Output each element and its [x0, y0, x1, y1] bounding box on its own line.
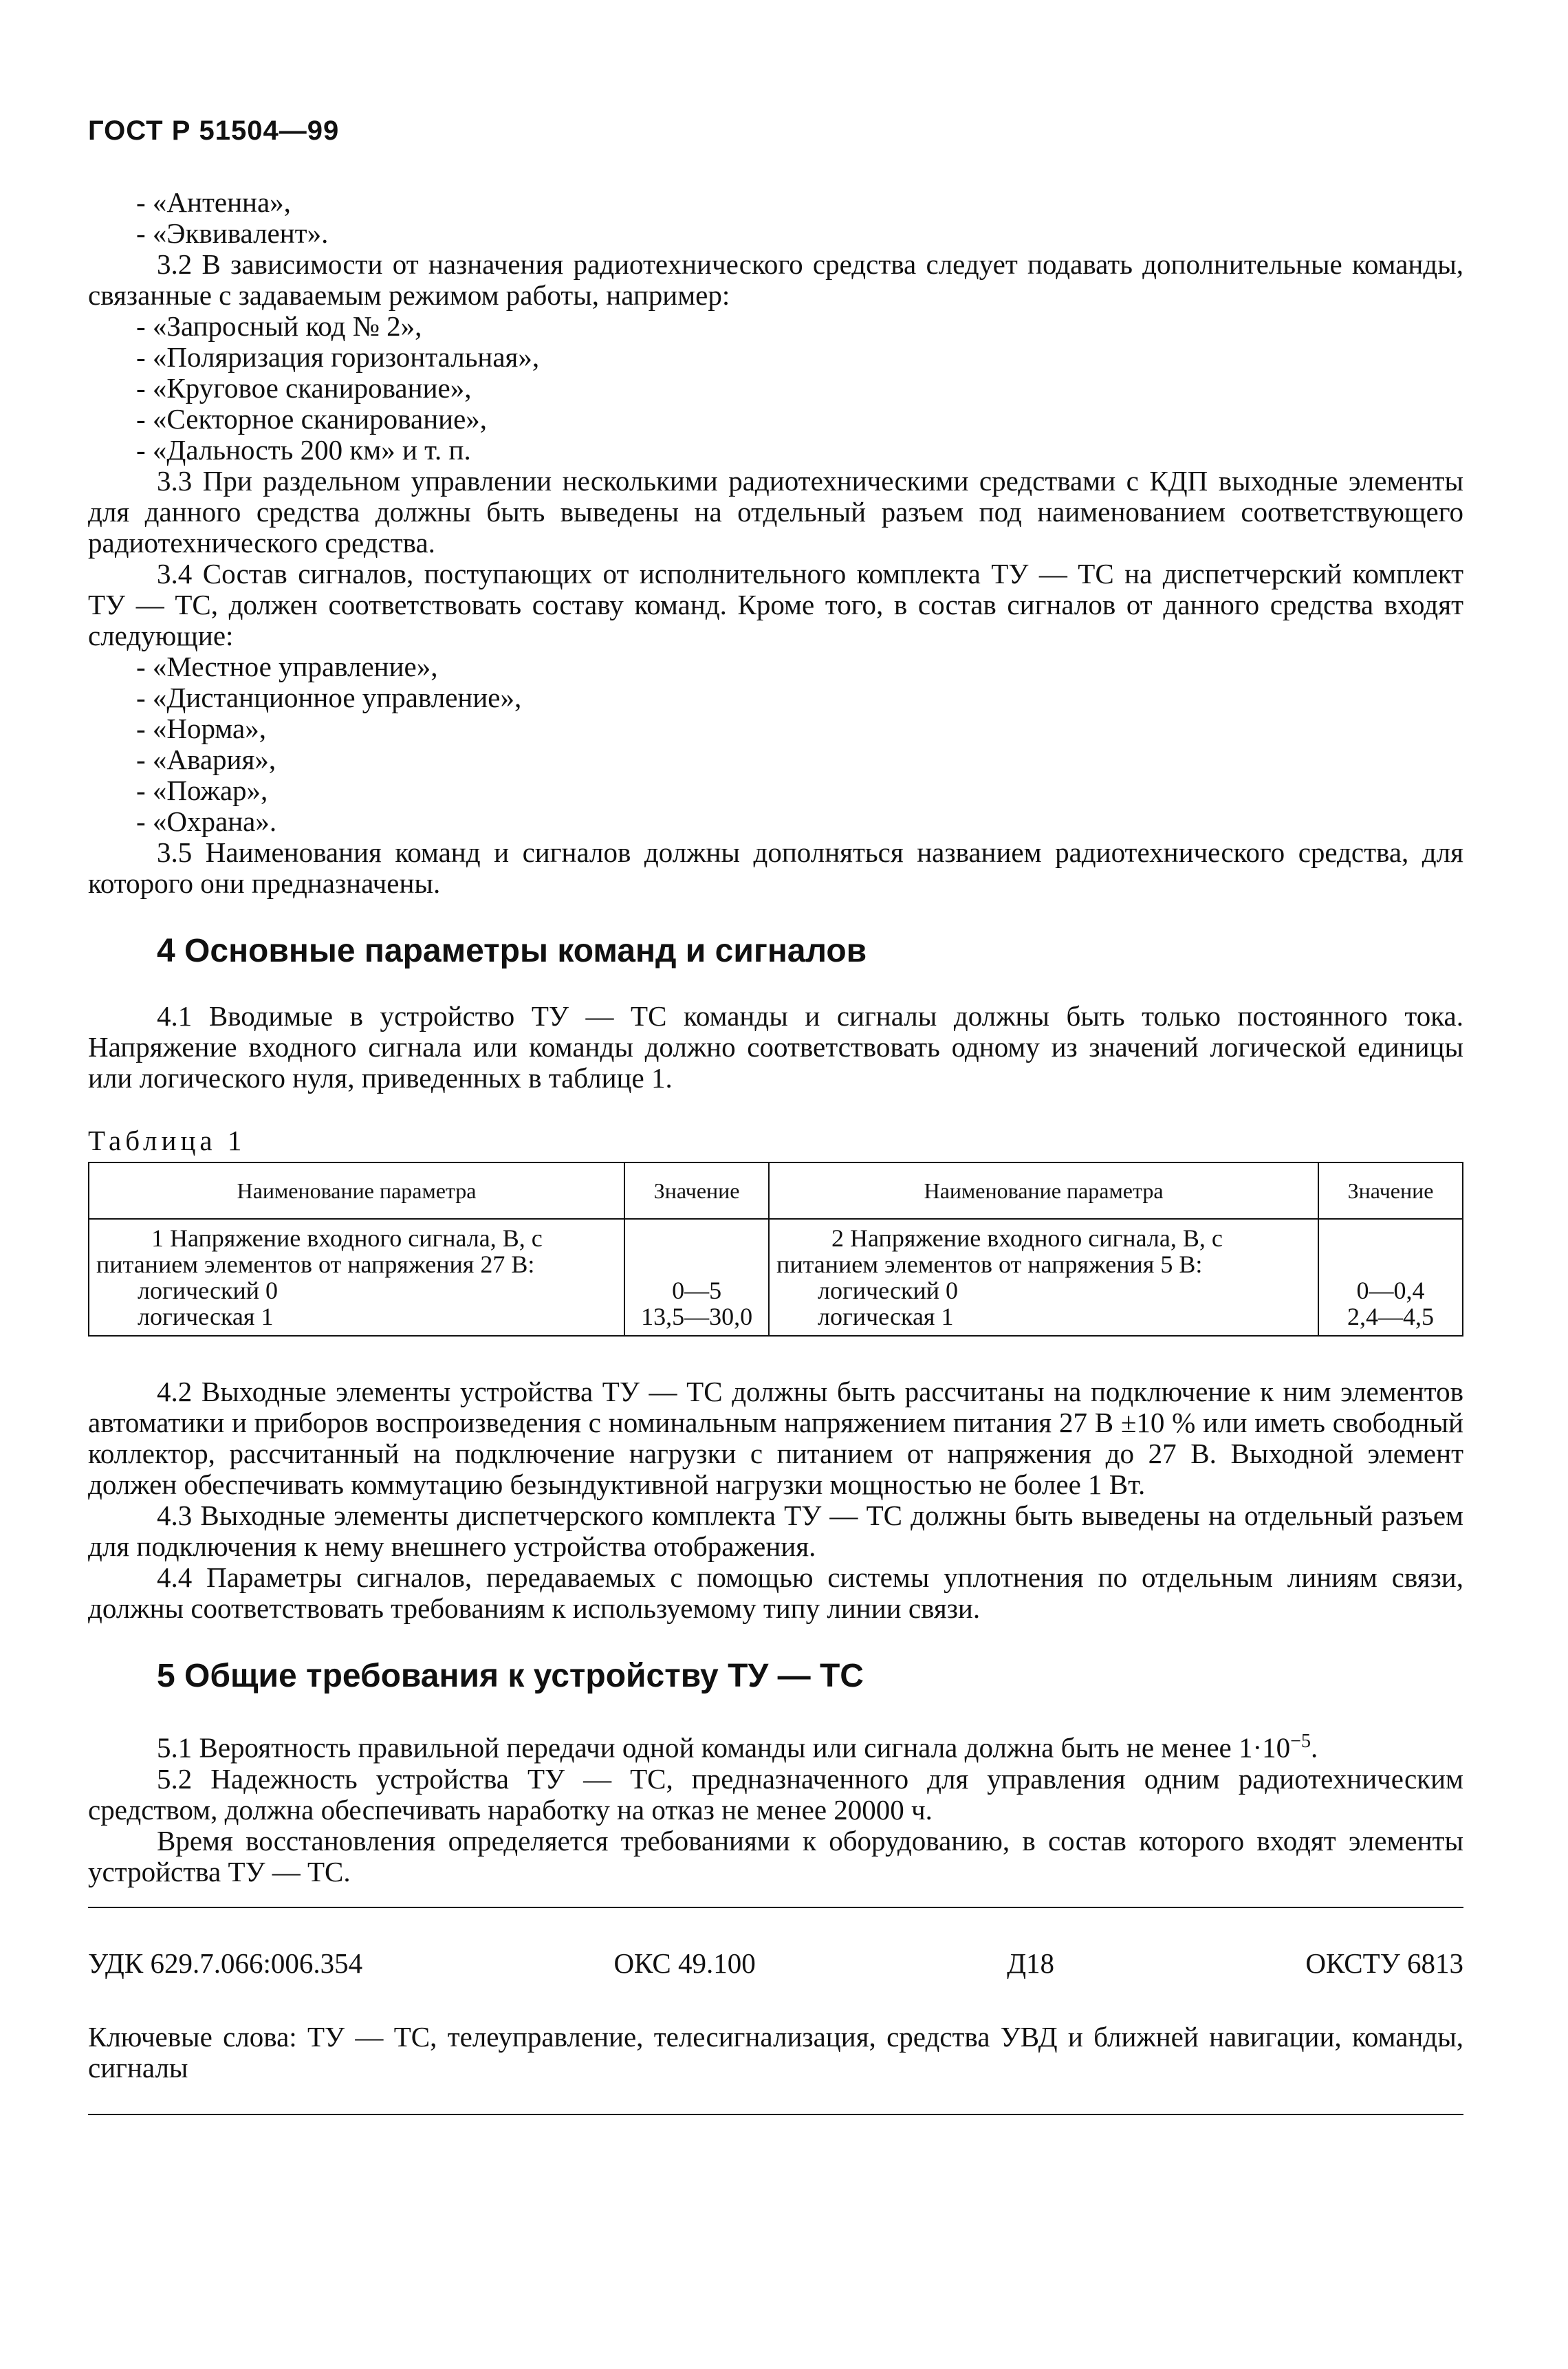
param-row-label: логическая 1	[138, 1303, 274, 1330]
list-item: - «Местное управление»,	[88, 651, 1463, 682]
udk-code: УДК 629.7.066:006.354	[88, 1947, 363, 1979]
list-item: - «Запросный код № 2»,	[88, 311, 1463, 342]
table-caption: Таблица 1	[88, 1125, 246, 1156]
paragraph-3-5: 3.5 Наименования команд и сигналов должны дополняться названием радиотехнического средства, для которого они предназначены.	[88, 836, 1463, 899]
okstu-code: ОКСТУ 6813	[1305, 1947, 1463, 1979]
p5-1-text: 5.1 Вероятность правильной передачи одной команды или сигнала должна быть не менее 1·10	[157, 1731, 1291, 1764]
table-header-cell: Наименование параметра	[89, 1162, 624, 1219]
keywords: Ключевые слова: ТУ — ТС, телеуправление, телесигнализация, средства УВД и ближней навигации, команды, сигналы	[88, 2021, 1463, 2084]
section-5-heading: 5 Общие требования к устройству ТУ — ТС	[157, 1658, 864, 1694]
param-row-label: логическая 1	[818, 1303, 954, 1330]
table-cell-value-left	[624, 1219, 769, 1336]
paragraph-5-3: Время восстановления определяется требованиями к оборудованию, в состав которого входят элементы устройства ТУ — ТС.	[88, 1824, 1463, 1887]
table-cell-param-left	[89, 1219, 624, 1336]
param-value: 13,5—30,0	[641, 1303, 753, 1330]
param-value: 0—5	[672, 1277, 722, 1304]
table-cell-value-right	[1318, 1219, 1463, 1336]
list-item: - «Дальность 200 км» и т. п.	[88, 435, 1463, 466]
param-value: 0—0,4	[1356, 1277, 1425, 1304]
paragraph-5-2: 5.2 Надежность устройства ТУ — ТС, предназначенного для управления одним радиотехническим средством, должна обеспечивать наработку на отказ не менее 20000 ч.	[88, 1762, 1463, 1826]
table-header-row	[89, 1162, 1463, 1219]
paragraph-3-3: 3.3 При раздельном управлении несколькими радиотехническими средствами с КДП выходные элементы для данного средства должны быть выведены на отдельный разъем под наименованием соответствующего радиотехнического средства.	[88, 465, 1463, 559]
document-body	[88, 187, 1463, 1887]
table-header-cell: Наименование параметра	[769, 1162, 1318, 1219]
paragraph-5-1	[88, 1726, 1463, 1764]
list-item: - «Круговое сканирование»,	[88, 373, 1463, 404]
list-item: - «Авария»,	[88, 744, 1463, 775]
paragraph-4-2: 4.2 Выходные элементы устройства ТУ — ТС должны быть рассчитаны на подключение к ним элементов автоматики и приборов воспроизведения с номинальным напряжением питания 27 В ±10 % или иметь свободный коллектор, рассчитанный на подключение нагрузки с питанием от напряжения до 27 В. Выходной элемент должен обеспечивать коммутацию безындуктивной нагрузки мощностью не более 1 Вт.	[88, 1376, 1463, 1500]
paragraph-4-1: 4.1 Вводимые в устройство ТУ — ТС команды и сигналы должны быть только постоянного тока. Напряжение входного сигнала или команды должно соответствовать одному из значений логической единицы или логического нуля, приведенных в таблице 1.	[88, 1000, 1463, 1094]
oks-code: ОКС 49.100	[613, 1947, 756, 1979]
p5-1-exponent: −5	[1290, 1731, 1311, 1752]
paragraph-4-4: 4.4 Параметры сигналов, передаваемых с помощью системы уплотнения по отдельным линиям связи, должны соответствовать требованиям к используемому типу линии связи.	[88, 1561, 1463, 1624]
list-item: - «Секторное сканирование»,	[88, 404, 1463, 435]
paragraph-3-2: 3.2 В зависимости от назначения радиотехнического средства следует подавать дополнительные команды, связанные с задаваемым режимом работы, например:	[88, 248, 1463, 311]
list-item: - «Охрана».	[88, 806, 1463, 837]
divider	[88, 2114, 1463, 2115]
table-cell-param-right	[769, 1219, 1318, 1336]
classification-footer	[88, 1907, 1463, 2115]
divider	[88, 1907, 1463, 1908]
table-header-cell: Значение	[1318, 1162, 1463, 1219]
param-title: 2 Напряжение входного сигнала, В, с питанием элементов от напряжения 5 В:	[776, 1224, 1223, 1278]
p5-1-end: .	[1310, 1731, 1318, 1764]
list-item: - «Поляризация горизонтальная»,	[88, 342, 1463, 373]
table-header-cell: Значение	[624, 1162, 769, 1219]
table-row	[89, 1219, 1463, 1336]
d-code: Д18	[1007, 1947, 1055, 1979]
param-title: 1 Напряжение входного сигнала, В, с питанием элементов от напряжения 27 В:	[96, 1224, 543, 1278]
section-4-heading: 4 Основные параметры команд и сигналов	[157, 933, 867, 969]
param-value: 2,4—4,5	[1347, 1303, 1435, 1330]
list-item: - «Дистанционное управление»,	[88, 682, 1463, 713]
classification-codes	[88, 1948, 1463, 1979]
paragraph-4-3: 4.3 Выходные элементы диспетчерского комплекта ТУ — ТС должны быть выведены на отдельный разъем для подключения к нему внешнего устройства отображения.	[88, 1500, 1463, 1562]
list-item: - «Пожар»,	[88, 775, 1463, 806]
list-item: - «Норма»,	[88, 713, 1463, 744]
paragraph-3-4: 3.4 Состав сигналов, поступающих от исполнительного комплекта ТУ — ТС на диспетчерский комплект ТУ — ТС, должен соответствовать составу команд. Кроме того, в состав сигналов от данного средства входят следующие:	[88, 558, 1463, 651]
list-item: - «Антенна»,	[88, 187, 1463, 218]
standard-code-header: ГОСТ Р 51504—99	[88, 116, 340, 146]
parameters-table	[88, 1162, 1463, 1337]
list-item: - «Эквивалент».	[88, 218, 1463, 249]
param-row-label: логический 0	[138, 1277, 278, 1304]
param-row-label: логический 0	[818, 1277, 959, 1304]
